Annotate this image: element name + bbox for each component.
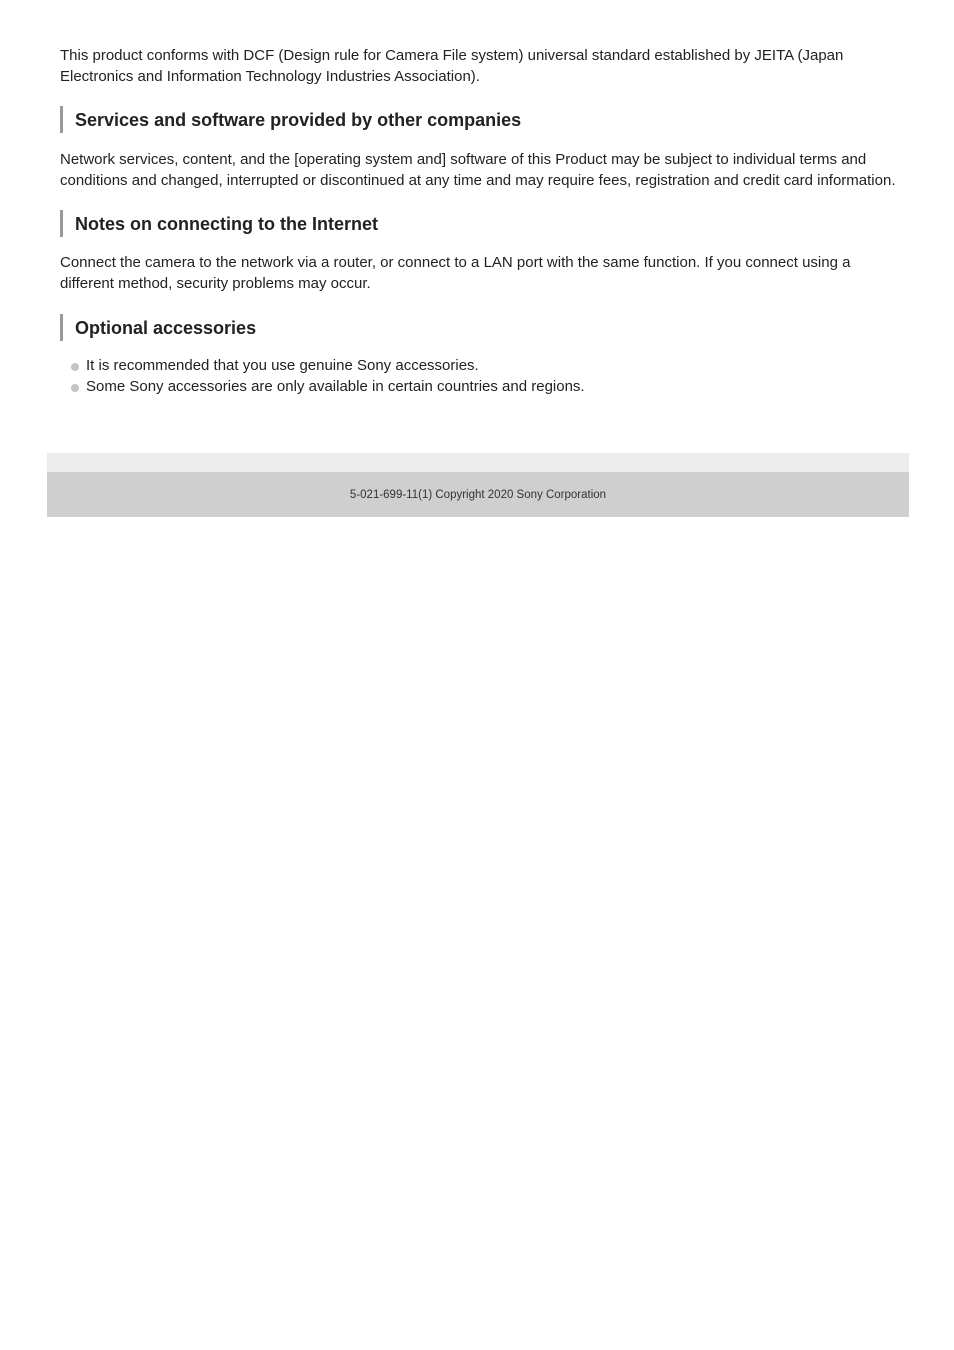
footer-top-band xyxy=(47,453,909,472)
footer-bar xyxy=(47,472,909,517)
section-paragraph-services: Network services, content, and the [operating system and] software of this Product may be subject to individual terms and conditions and changed, interrupted or discontinued at any time and may require fees, registration and credit card information. xyxy=(60,151,896,189)
section-paragraph-internet: Connect the camera to the network via a router, or connect to a LAN port with the same function. If you connect using a different method, security problems may occur. xyxy=(60,254,851,292)
accessories-bullet-list xyxy=(60,356,900,397)
list-item-text: Some Sony accessories are only available in certain countries and regions. xyxy=(86,377,585,395)
section-heading-internet: Notes on connecting to the Internet xyxy=(60,210,900,237)
section-heading-services: Services and software provided by other companies xyxy=(60,106,900,133)
list-item-text: It is recommended that you use genuine Sony accessories. xyxy=(86,357,479,374)
footer-copyright: 5-021-699-11(1) Copyright 2020 Sony Corporation xyxy=(349,488,607,501)
list-item xyxy=(60,356,900,377)
document-content xyxy=(60,46,900,397)
bullet-icon xyxy=(71,384,79,392)
list-item xyxy=(60,377,900,398)
bullet-icon xyxy=(71,363,79,371)
section-heading-accessories: Optional accessories xyxy=(60,314,900,341)
intro-paragraph: This product conforms with DCF (Design rule for Camera File system) universal standard established by JEITA (Japan Electronics and Information Technology Industries Association). xyxy=(60,47,844,85)
